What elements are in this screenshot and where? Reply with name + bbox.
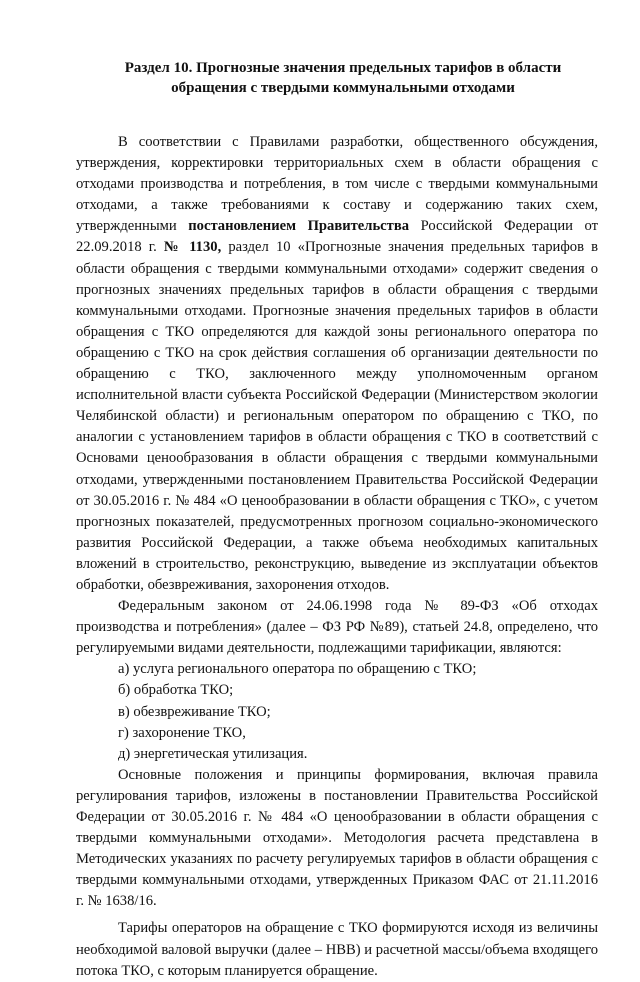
list-item: в) обезвреживание ТКО; xyxy=(118,703,271,720)
bold-text: № 1130, xyxy=(163,239,222,256)
list-item: б) обработка ТКО; xyxy=(118,682,234,699)
list-item: а) услуга регионального оператора по обращению с ТКО; xyxy=(118,661,477,678)
paragraph-pricing-principles: Основные положения и принципы формирования, включая правила регулирования тарифов, изложены в постановлении Правительства Российской Федерации от 30.05.2016 г. № 484 «О ценообразовании в области обращения с твердыми коммунальными отходами». Методология расчета представлена в Методических указаниях по расчету регулируемых тарифов в области обращения с твердыми коммунальными отходами, утвержденных Приказом ФАС от 21.11.2016 г. № 1638/16. xyxy=(76,766,598,910)
section-heading-line-1: Раздел 10. Прогнозные значения предельных тарифов в области xyxy=(124,60,562,76)
list-item: д) энергетическая утилизация. xyxy=(118,745,308,762)
paragraph-territorial-schemes xyxy=(76,132,598,596)
section-heading-line-2: обращения с твердыми коммунальными отходами xyxy=(171,80,515,96)
list-item: г) захоронение ТКО, xyxy=(118,724,246,741)
paragraph-text: раздел 10 «Прогнозные значения предельных тарифов в области обращения с твердыми коммунальными отходами» содержит сведения о прогнозных значениях предельных тарифов в области обращения с твердыми коммунальными отходами. Прогнозные значения предельных тарифов в области обращения с ТКО определяются для каждой зоны регионального оператора по обращению с ТКО на срок действия соглашения об организации деятельности по обращению с ТКО, заключенного между уполномоченным органом исполнительной власти субъекта Российской Федерации (Министерством экологии Челябинской области) и региональным оператором по обращению с ТКО, по аналогии с установлением тарифов в области обращения с ТКО в соответствий с Основами ценообразования в области обращения с твердыми коммунальными отходами, утвержденными постановлением Правительства Российской Федерации от 30.05.2016 г. № 484 «О ценообразовании в области обращения с ТКО», с учетом прогнозных показателей, предусмотренных прогнозом социально-экономического развития Российской Федерации, а также объема необходимых капитальных вложений в строительство, реконструкцию, выведение из эксплуатации объектов обработки, обезвреживания, захоронения отходов. xyxy=(76,239,598,593)
paragraph-text: Российской Федерации от 22.09.2018 г. xyxy=(76,218,598,256)
bold-text: постановлением Правительства xyxy=(188,218,410,235)
paragraph-federal-law: Федеральным законом от 24.06.1998 года № 89-ФЗ «Об отходах производства и потребления» (далее – ФЗ РФ №89), статьей 24.8, определено, что регулируемыми видами деятельности, подлежащими тарификации, являются: xyxy=(76,598,598,657)
section-heading xyxy=(88,58,598,98)
paragraph-text: В соответствии с Правилами разработки, общественного обсуждения, утверждения, корректировки территориальных схем в области обращения с отходами производства и потребления, в том числе с твердыми коммунальными отходами, а также требованиями к составу и содержанию таких схем, утвержденными xyxy=(76,134,598,235)
paragraph-operator-tariffs: Тарифы операторов на обращение с ТКО формируются исходя из величины необходимой валовой выручки (далее – НВВ) и расчетной массы/объема входящего потока ТКО, с которым планируется обращение. xyxy=(76,920,598,979)
